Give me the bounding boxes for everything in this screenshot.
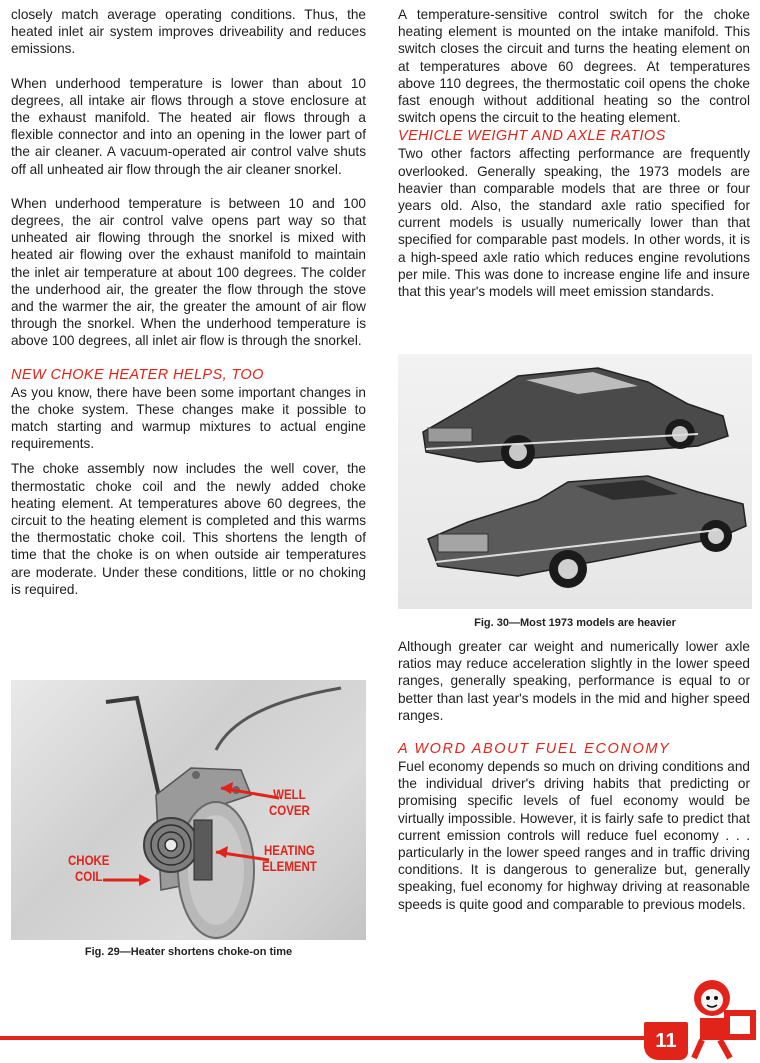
section-heading-fuel-economy: A WORD ABOUT FUEL ECONOMY xyxy=(398,741,671,758)
figure-30 xyxy=(398,354,752,629)
choke-assembly-illustration xyxy=(11,680,366,940)
bottom-car-shape xyxy=(428,476,746,588)
choke-coil-label xyxy=(68,852,109,884)
footer-rule xyxy=(0,1036,648,1040)
figure-29 xyxy=(11,680,366,958)
left-column xyxy=(11,6,366,598)
paragraph: The choke assembly now includes the well cover, the thermostatic choke coil and the newly added choke heating element. At temperatures above 60 degrees, the circuit to the heating element is completed and this warms the thermostatic choke coil. This shortens the length of time that the choke is on when outside air temperatures are moderate. Under these conditions, little or no choking is required. xyxy=(11,461,366,597)
paragraph: As you know, there have been some important changes in the choke system. These changes make it possible to match starting and warmup mixtures to actual engine requirements. xyxy=(11,384,366,452)
right-column xyxy=(398,6,750,300)
paragraph: Fuel economy depends so much on driving conditions and the individual driver's driving habits that predicting or promising specific levels of fuel economy would be virtually impossible. However, it is fairly safe to predict that current emission controls will reduce fuel economy . . . particularly in the lower speed ranges and in traffic driving conditions. It is dangerous to generalize but, generally speaking, fuel economy for highway driving at reasonable speeds is quite good and comparable to previous models. xyxy=(398,759,750,912)
well-cover-label xyxy=(269,786,310,818)
figure-30-caption: Fig. 30—Most 1973 models are heavier xyxy=(474,617,676,629)
element-label-line: ELEMENT xyxy=(262,858,317,874)
choke-label-line: CHOKE xyxy=(68,852,110,868)
heating-label-line: HEATING xyxy=(264,842,315,858)
cover-label-line: COVER xyxy=(269,802,310,818)
page-number: 11 xyxy=(644,1022,688,1060)
section-heading-vehicle-weight: VEHICLE WEIGHT AND AXLE RATIOS xyxy=(398,128,666,145)
well-label-line: WELL xyxy=(273,786,306,802)
mascot-logo xyxy=(680,976,760,1061)
paragraph: Two other factors affecting performance are frequently overlooked. Generally speaking, the 1973 models are heavier than comparable models that are three or four years old. Also, the standard axle ratio specified for current models is usually numerically lower than that specified for comparable past models. In other words, it is a high-speed axle ratio which reduces engine revolutions per mile. This was done to increase engine life and insure that this year's models will meet emission standards. xyxy=(398,146,750,300)
right-column-continued xyxy=(398,638,750,913)
paragraph: When underhood temperature is between 10 and 100 degrees, the air control valve opens part way so that unheated air flowing through the snorkel is mixed with heated air flowing over the exhaust manifold to maintain the inlet air temperature at about 100 degrees. The colder the underhood air, the greater the flow through the stove and the warmer the air, the greater the amount of air flow through the snorkel. When the underhood temperature is above 100 degrees, all inlet air flow is through the snorkel. xyxy=(11,195,366,349)
cars-illustration xyxy=(398,354,752,609)
section-heading-choke: NEW CHOKE HEATER HELPS, TOO xyxy=(11,366,264,383)
paragraph: closely match average operating conditions. Thus, the heated inlet air system improves driveability and reduces emissions. xyxy=(11,7,366,57)
coil-label-line: COIL xyxy=(75,868,103,884)
figure-29-caption: Fig. 29—Heater shortens choke-on time xyxy=(84,946,293,958)
top-car-shape xyxy=(423,368,728,469)
paragraph: A temperature-sensitive control switch for the choke heating element is mounted on the intake manifold. This switch closes the circuit and turns the heating element on at temperatures above 60 degrees. At temperatures above 110 degrees, the thermostatic coil opens the choke fast enough without additional heating so the control switch opens the circuit to the heating element. xyxy=(398,7,750,126)
paragraph: Although greater car weight and numerically lower axle ratios may reduce acceleration slightly in the lower speed ranges, generally speaking, performance is equal to or better than last year's models in the mid and higher speed ranges. xyxy=(398,639,750,723)
cars-photo xyxy=(398,354,752,609)
paragraph: When underhood temperature is lower than about 10 degrees, all intake air flows through a stove enclosure at the exhaust manifold. The heated air flows through a flexible connector and into an opening in the lower part of the air cleaner. A vacuum-operated air control valve shuts off all unheated air flow through the air cleaner snorkel. xyxy=(11,75,366,177)
choke-assembly-photo xyxy=(11,680,366,940)
heating-element-label xyxy=(262,842,317,874)
